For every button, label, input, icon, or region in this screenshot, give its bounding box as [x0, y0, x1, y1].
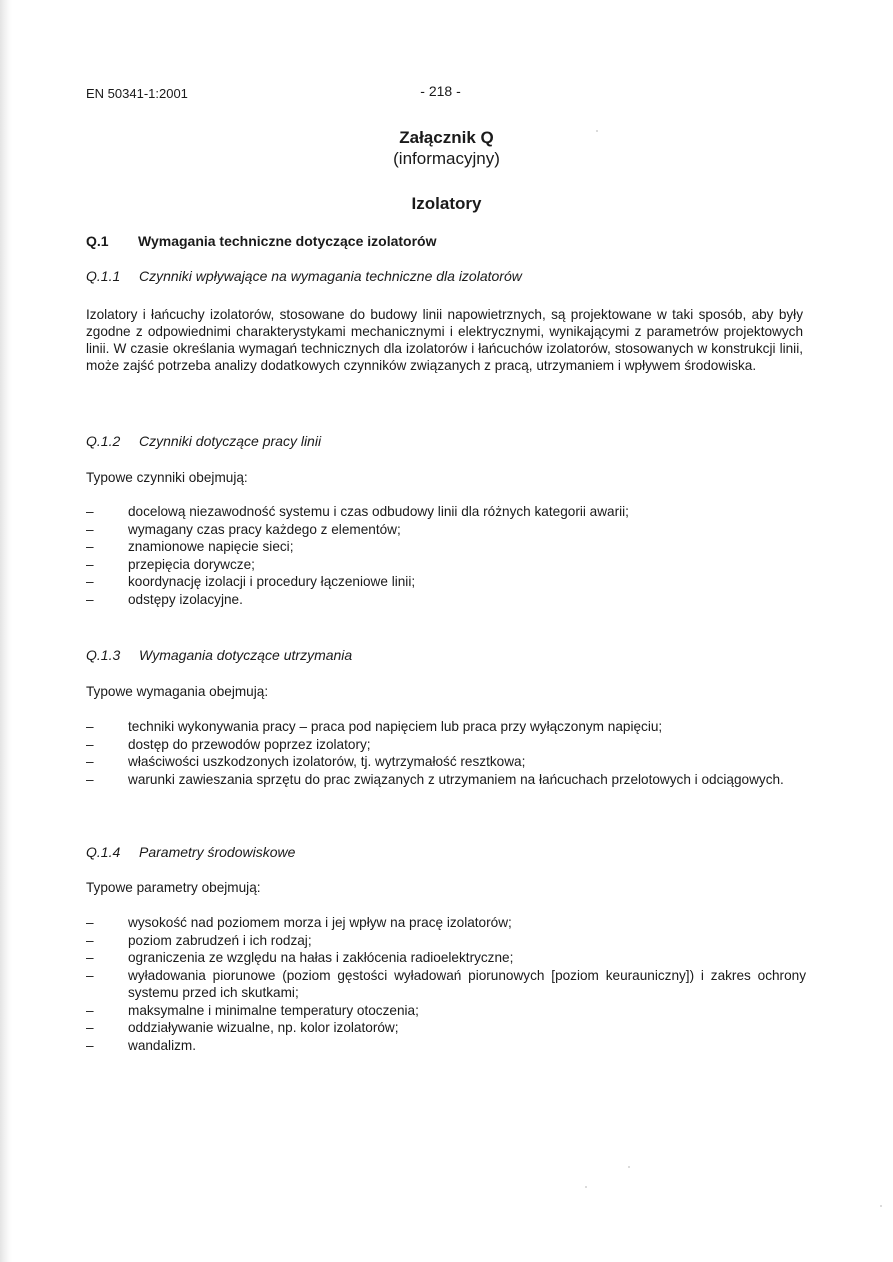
subsection-heading-q1-4 [86, 844, 295, 860]
document-heading: Izolatory [411, 194, 482, 213]
page-number: - 218 - [420, 83, 461, 99]
list-item: – wandalizm. [86, 1037, 196, 1053]
section-heading-q1 [86, 233, 436, 249]
list-item: – znamionowe napięcie sieci; [86, 539, 294, 554]
dash-marker: – [86, 915, 94, 930]
subsection-title: Czynniki wpływające na wymagania techniczne dla izolatorów [139, 268, 522, 284]
subsection-heading-q1-3 [86, 647, 352, 663]
list-item: – poziom zabrudzeń i ich rodzaj; [86, 932, 312, 948]
list-item: – docelową niezawodność systemu i czas odbudowy linii dla różnych kategorii awarii; [86, 504, 629, 519]
intro-q1-3: Typowe wymagania obejmują: [86, 684, 269, 699]
list-item: – warunki zawieszania sprzętu do prac związanych z utrzymaniem na łańcuchach przelotowych i odciągowych. [86, 771, 784, 787]
dash-marker: – [86, 591, 94, 607]
subsection-title: Czynniki dotyczące pracy linii [139, 433, 322, 449]
list-item: – przepięcia dorywcze; [86, 556, 255, 572]
page-number-wrap [0, 83, 893, 99]
list-item: – maksymalne i minimalne temperatury otoczenia; [86, 1002, 419, 1018]
dash-marker: – [86, 1037, 94, 1053]
scan-speck [628, 1166, 630, 1168]
list-item: – wyładowania piorunowe (poziom gęstości wyładowań piorunowych [poziom keurauniczny]) i zakres ochrony systemu przed ich skutkami; [86, 967, 806, 1000]
dash-marker: – [86, 967, 94, 983]
list-item: – techniki wykonywania pracy – praca pod napięciem lub praca przy wyłączonym napięciu; [86, 719, 663, 734]
section-number: Q.1 [86, 233, 109, 249]
dash-marker: – [86, 950, 94, 965]
subsection-number: Q.1.3 [86, 647, 121, 663]
subsection-number: Q.1.4 [86, 844, 121, 860]
dash-marker: – [86, 719, 94, 734]
scan-speck [585, 1186, 587, 1188]
list-item: – ograniczenia ze względu na hałas i zakłócenia radioelektryczne; [86, 950, 514, 965]
subsection-title: Parametry środowiskowe [139, 844, 296, 860]
subsection-heading-q1-1 [86, 268, 522, 284]
dash-marker: – [86, 932, 94, 948]
dash-marker: – [86, 539, 94, 554]
list-q1-4 [86, 914, 806, 1054]
subsection-number: Q.1.1 [86, 268, 121, 284]
list-item: – odstępy izolacyjne. [86, 591, 243, 607]
list-item: – oddziaływanie wizualne, np. kolor izolatorów; [86, 1020, 399, 1035]
dash-marker: – [86, 1020, 94, 1035]
dash-marker: – [86, 556, 94, 572]
list-item: – wysokość nad poziomem morza i jej wpływ na pracę izolatorów; [86, 915, 512, 930]
intro-q1-2: Typowe czynniki obejmują: [86, 470, 248, 485]
dash-marker: – [86, 504, 94, 519]
list-item: – wymagany czas pracy każdego z elementów; [86, 521, 401, 537]
list-item: – właściwości uszkodzonych izolatorów, tj. wytrzymałość resztkowa; [86, 754, 526, 769]
annex-title: Załącznik Q [399, 128, 494, 147]
list-q1-3 [86, 718, 806, 788]
scan-speck [596, 130, 598, 132]
subsection-heading-q1-2 [86, 433, 321, 449]
annex-subtitle: (informacyjny) [393, 149, 500, 168]
list-item: – koordynację izolacji i procedury łączeniowe linii; [86, 574, 416, 589]
list-item: – dostęp do przewodów poprzez izolatory; [86, 736, 371, 752]
section-title: Wymagania techniczne dotyczące izolatorów [138, 233, 437, 249]
dash-marker: – [86, 754, 94, 769]
dash-marker: – [86, 736, 94, 752]
intro-q1-4: Typowe parametry obejmują: [86, 880, 261, 895]
subsection-number: Q.1.2 [86, 433, 121, 449]
dash-marker: – [86, 574, 94, 589]
paragraph-q1-1: Izolatory i łańcuchy izolatorów, stosowane do budowy linii napowietrznych, są projektowane w taki sposób, aby były zgodne z odpowiednimi charakterystykami mechanicznymi i elektrycznymi, wynikającymi z parametrów projektowych linii. W czasie określania wymagań technicznych dla izolatorów i łańcuchów izolatorów, stosowanych w konstrukcji linii, może zajść potrzeba analizy dodatkowych czynników związanych z pracą, utrzymaniem i wpływem środowiska. [86, 307, 803, 373]
scan-speck [880, 1205, 882, 1207]
dash-marker: – [86, 771, 94, 787]
scan-edge-shadow [0, 0, 12, 1262]
subsection-title: Wymagania dotyczące utrzymania [139, 647, 353, 663]
dash-marker: – [86, 1002, 94, 1018]
dash-marker: – [86, 521, 94, 537]
standard-id: EN 50341-1:2001 [86, 86, 188, 101]
list-q1-2 [86, 503, 806, 608]
